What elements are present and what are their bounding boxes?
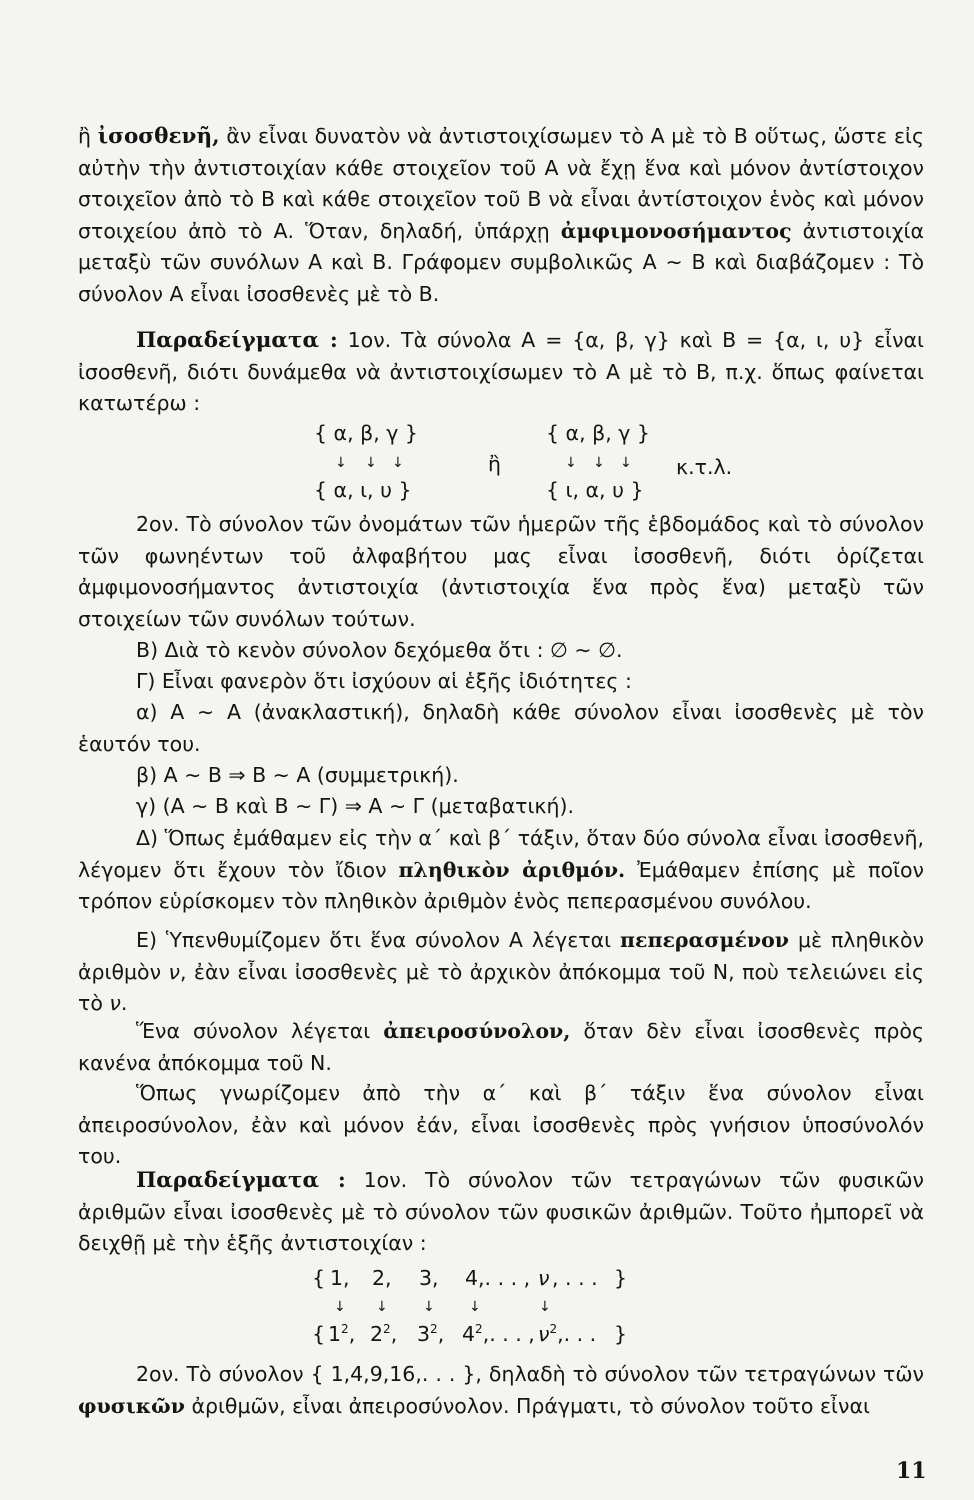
- set-abg-right: { α, β, γ }: [546, 421, 650, 445]
- term-bijective: ἀμφιμονοσήμαντος: [560, 218, 792, 243]
- set-abg-left: { α, β, γ }: [314, 421, 418, 445]
- property-symmetric: β) Α ∼ Β ⇒ Β ∼ Α (συμμετρική).: [136, 763, 459, 787]
- square-1: $1^2$,: [328, 1322, 356, 1346]
- property-reflexive: α) Α ∼ Α (ἀνακλαστική), δηλαδὴ κάθε σύνολον εἶναι ἰσοσθενὲς μὲ τὸν ἑαυτόν του.: [78, 700, 924, 756]
- item-D: Δ) Ὅπως ἐμάθαμεν εἰς τὴν α΄ καὶ β΄ τάξιν, ὅταν δύο σύνολα εἶναι ἰσοσθενῆ, λέγομεν ὅτι ἔχουν τὸν ἴδιον πληθικὸν ἀριθμόν. Ἐμάθαμεν ἐπίσης μὲ ποῖον τρόπον εὑρίσκομεν τὸν πληθικὸν ἀριθμὸν ἑνὸς πεπερασμένου συνόλου.: [78, 826, 924, 913]
- natural-3: 3,: [419, 1266, 439, 1290]
- arrow: ↓: [593, 455, 605, 471]
- natural-1: 1,: [330, 1266, 350, 1290]
- example-4: 2ον. Τὸ σύνολον { 1,4,9,16,. . . }, δηλαδὴ τὸ σύνολον τῶν τετραγώνων τῶν φυσικῶν ἀριθμῶν, εἶναι ἀπειροσύνολον. Πράγματι, τὸ σύνολον τοῦτο εἶναι: [78, 1362, 924, 1418]
- brace-close: }: [614, 1266, 628, 1290]
- examples-label: Παραδείγματα :: [136, 328, 338, 353]
- example-1: Παραδείγματα : 1ον. Τὰ σύνολα Α = {α, β, γ} καὶ Β = {α, ι, υ} εἶναι ἰσοσθενῆ, διότι δυνάμεθα νὰ ἀντιστοιχίσωμεν τὸ Α μὲ τὸ Β, π.χ. ὅπως φαίνεται κατωτέρω :: [78, 328, 924, 415]
- brace-open: {: [312, 1322, 326, 1346]
- example-3: Παραδείγματα : 1ον. Τὸ σύνολον τῶν τετραγώνων τῶν φυσικῶν ἀριθμῶν εἶναι ἰσοσθενὲς μὲ τὸ σύνολον τῶν φυσικῶν ἀριθμῶν. Τοῦτο ἠμπορεῖ νὰ δειχθῇ μὲ τὴν ἑξῆς ἀντιστοιχίαν :: [78, 1168, 924, 1255]
- brace-open: {: [312, 1266, 326, 1290]
- natural-nu: ν: [538, 1266, 550, 1290]
- square-2: $2^2$,: [370, 1322, 398, 1346]
- example-2: 2ον. Τὸ σύνολον τῶν ὀνομάτων τῶν ἡμερῶν τῆς ἑβδομάδος καὶ τὸ σύνολον τῶν φωνηέντων τοῦ ἀλφαβήτου μας εἶναι ἰσοσθενῆ, διότι ὁρίζεται ἀμφιμονοσήμαντος ἀντιστοιχία (ἀντιστοιχία ἕνα πρὸς ἕνα) μεταξὺ τῶν στοιχείων τῶν συνόλων τούτων.: [78, 512, 924, 631]
- arrow: ↓: [376, 1299, 388, 1315]
- arrow: ↓: [539, 1299, 551, 1315]
- arrow: ↓: [392, 455, 404, 471]
- item-E: Ε) Ὑπενθυμίζομεν ὅτι ἕνα σύνολον Α λέγεται πεπερασμένον μὲ πληθικὸν ἀριθμὸν ν, ἐὰν εἶναι ἰσοσθενὲς μὲ τὸ ἀρχικὸν ἀπόκομμα τοῦ Ν, ποὺ τελειώνει εἰς τὸ ν.: [78, 928, 924, 1015]
- term-finite: πεπερασμένον: [619, 928, 790, 952]
- arrow: ↓: [469, 1299, 481, 1315]
- etc-label: κ.τ.λ.: [676, 455, 733, 479]
- property-transitive: γ) (Α ∼ Β καὶ Β ∼ Γ) ⇒ Α ∼ Γ (μεταβατική).: [136, 794, 575, 818]
- term-infinite-set: ἀπειροσύνολον,: [383, 1019, 571, 1043]
- square-nu: $\nu^2$,. . .: [538, 1322, 597, 1346]
- page-number: 11: [896, 1458, 927, 1484]
- infinite-set-criterion: Ὅπως γνωρίζομεν ἀπὸ τὴν α΄ καὶ β΄ τάξιν ἕνα σύνολον εἶναι ἀπειροσύνολον, ἐὰν καὶ μόνον ἐάν, εἶναι ἰσοσθενὲς πρὸς γνήσιον ὑποσύνολόν του.: [78, 1081, 924, 1168]
- natural-4: 4,. . . ,: [465, 1266, 531, 1290]
- set-iau: { ι, α, υ }: [546, 478, 644, 502]
- arrow: ↓: [334, 1299, 346, 1315]
- brace-close: }: [614, 1322, 628, 1346]
- item-G: Γ) Εἶναι φανερὸν ὅτι ἰσχύουν αἱ ἑξῆς ἰδιότητες :: [136, 669, 632, 693]
- item-B: Β) Διὰ τὸ κενὸν σύνολον δεχόμεθα ὅτι : ∅ ∼ ∅.: [136, 638, 623, 662]
- paragraph-definition: ἢ ἰσοσθενῆ, ἂν εἶναι δυνατὸν νὰ ἀντιστοιχίσωμεν τὸ Α μὲ τὸ Β οὕτως, ὥστε εἰς αὐτὴν τὴν ἀντιστοιχίαν κάθε στοιχεῖον τοῦ Α νὰ ἔχῃ ἕνα καὶ μόνον ἀντίστοιχον στοιχεῖον ἀπὸ τὸ Β καὶ κάθε στοιχεῖον τοῦ Β νὰ εἶναι ἀντίστοιχον ἑνὸς καὶ μόνον στοιχείου ἀπὸ τὸ Α. Ὅταν, δηλαδή, ὑπάρχῃ ἀμφιμονοσήμαντος ἀντιστοιχία μεταξὺ τῶν συνόλων Α καὶ Β. Γράφομεν συμβολικῶς Α ∼ Β καὶ διαβάζομεν : Τὸ σύνολον Α εἶναι ἰσοσθενὲς μὲ τὸ Β.: [78, 124, 924, 306]
- arrow: ↓: [423, 1299, 435, 1315]
- or-word: ἢ: [488, 452, 501, 476]
- arrow: ↓: [365, 455, 377, 471]
- term-cardinal-number: πληθικὸν ἀριθμόν.: [398, 857, 626, 882]
- square-4: $4^2$,. . . ,: [462, 1322, 535, 1346]
- arrow: ↓: [335, 455, 347, 471]
- natural-2: 2,: [372, 1266, 392, 1290]
- arrow: ↓: [565, 455, 577, 471]
- ellipsis: , . . .: [552, 1266, 598, 1290]
- infinite-set-definition: Ἕνα σύνολον λέγεται ἀπειροσύνολον, ὅταν δὲν εἶναι ἰσοσθενὲς πρὸς κανένα ἀπόκομμα τοῦ Ν.: [78, 1019, 924, 1075]
- arrow: ↓: [620, 455, 632, 471]
- set-aiu: { α, ι, υ }: [314, 478, 412, 502]
- term-equivalent: ἰσοσθενῆ,: [97, 124, 220, 149]
- square-3: $3^2$,: [417, 1322, 445, 1346]
- examples-label: Παραδείγματα :: [136, 1168, 346, 1193]
